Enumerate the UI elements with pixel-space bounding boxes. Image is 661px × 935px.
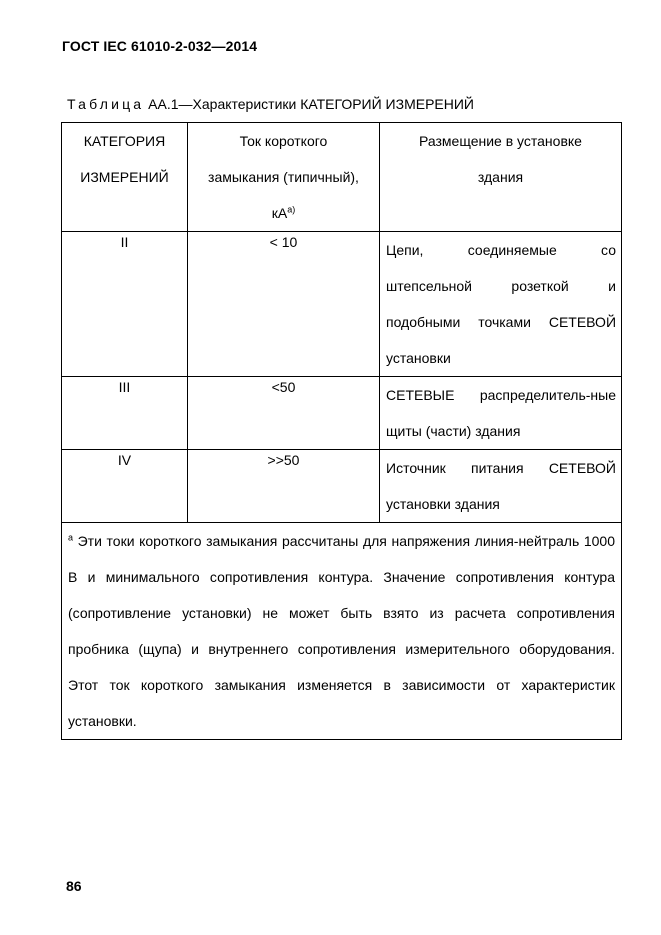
table-header-row bbox=[62, 123, 622, 232]
location-cell bbox=[380, 450, 622, 523]
location-cell bbox=[380, 232, 622, 377]
header-category bbox=[62, 123, 188, 232]
table-caption-title: АА.1—Характеристики КАТЕГОРИЙ ИЗМЕРЕНИЙ bbox=[144, 96, 474, 112]
note-text: Эти токи короткого замыкания рассчитаны для напряжения линия-нейтраль 1000 В и минимального сопротивления контура. Значение сопротивления контура (сопротивление установки) не может быть взято из расчета сопротивления пробника (щупа) и внутреннего сопротивления измерительного оборудования. Этот ток короткого замыкания изменяется в зависимости от характеристик установки. bbox=[68, 533, 615, 729]
header-location-line1: Размещение в установке bbox=[419, 133, 582, 149]
table-note-row bbox=[62, 523, 622, 740]
table-note bbox=[68, 523, 615, 739]
current-cell: <50 bbox=[188, 377, 380, 450]
header-current-unit-text: кА bbox=[271, 205, 288, 221]
location-text: Источник питания СЕТЕВОЙ установки здания bbox=[386, 460, 616, 512]
table-caption bbox=[67, 96, 474, 112]
header-current-line2: замыкания (типичный), bbox=[208, 169, 359, 185]
category-cell: III bbox=[62, 377, 188, 450]
table-row bbox=[62, 377, 622, 450]
location-cell bbox=[380, 377, 622, 450]
table-row bbox=[62, 232, 622, 377]
location-text: Цепи, соединяемые со штепсельной розеткой и подобными точками СЕТЕВОЙ установки bbox=[386, 242, 616, 366]
measurement-categories-table bbox=[61, 122, 622, 740]
header-category-line1: КАТЕГОРИЯ bbox=[83, 133, 166, 149]
current-cell: < 10 bbox=[188, 232, 380, 377]
header-location-line2: здания bbox=[477, 169, 524, 185]
current-cell: >>50 bbox=[188, 450, 380, 523]
header-current bbox=[188, 123, 380, 232]
table-row bbox=[62, 450, 622, 523]
header-current-line1: Ток короткого bbox=[239, 133, 328, 149]
category-cell: II bbox=[62, 232, 188, 377]
header-category-line2: ИЗМЕРЕНИЙ bbox=[80, 169, 169, 185]
table-note-cell bbox=[62, 523, 622, 740]
header-location bbox=[380, 123, 622, 232]
header-current-footnote-ref: а) bbox=[287, 204, 296, 215]
category-cell: IV bbox=[62, 450, 188, 523]
header-current-unit bbox=[188, 195, 379, 231]
table-caption-prefix: Таблица bbox=[67, 96, 145, 112]
note-marker: а bbox=[68, 532, 74, 543]
document-header: ГОСТ IEC 61010-2-032—2014 bbox=[62, 38, 258, 54]
location-text: СЕТЕВЫЕ распределитель-ные щиты (части) здания bbox=[386, 387, 616, 439]
page-number: 86 bbox=[66, 878, 82, 894]
